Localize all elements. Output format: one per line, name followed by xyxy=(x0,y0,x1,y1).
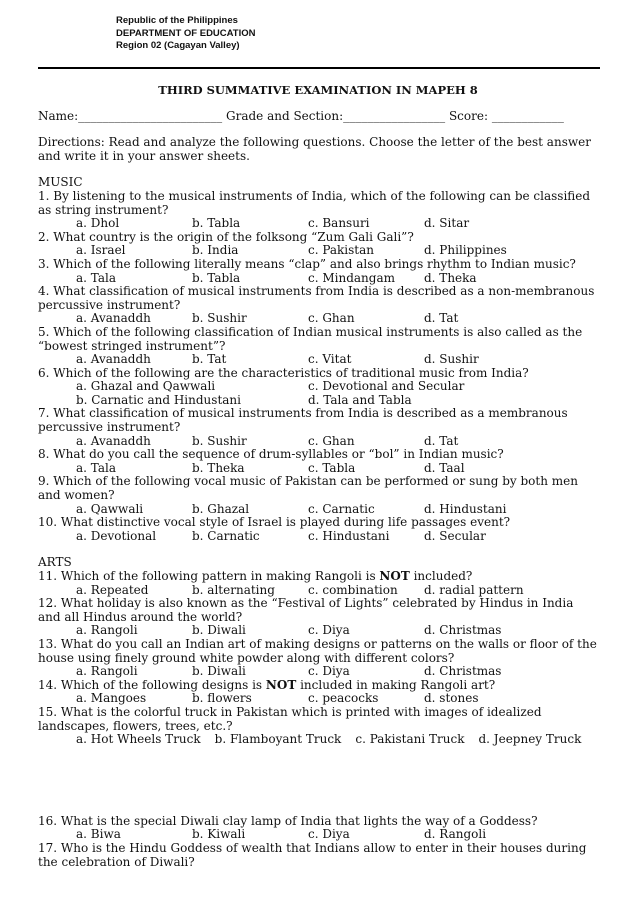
option: b. Flamboyant Truck xyxy=(214,732,342,747)
section-gap xyxy=(38,543,598,556)
option: b. Sushir xyxy=(192,311,247,326)
options-row xyxy=(38,828,598,842)
blank-gap xyxy=(38,747,598,815)
option: c. Bansuri xyxy=(308,216,370,231)
question-text: included? xyxy=(409,569,473,583)
option: a. Qawwali xyxy=(76,501,144,516)
header-divider xyxy=(38,67,600,69)
options-row xyxy=(38,380,598,394)
exam-title: THIRD SUMMATIVE EXAMINATION IN MAPEH 8 xyxy=(158,83,478,97)
question: 10. What distinctive vocal style of Israel is played during life passages event? xyxy=(38,515,511,530)
option: d. Secular xyxy=(424,528,486,543)
option: c. Pakistani Truck xyxy=(355,732,465,747)
option: a. Devotional xyxy=(76,528,157,543)
option: d. Sushir xyxy=(424,352,479,367)
question: 9. Which of the following vocal music of Pakistan can be performed or sung by both men and women? xyxy=(38,474,578,503)
question-text: 11. Which of the following pattern in making Rangoli is xyxy=(38,569,380,583)
question-text: included in making Rangoli art? xyxy=(296,677,496,692)
option: c. Devotional and Secular xyxy=(308,379,465,394)
option: d. radial pattern xyxy=(424,582,524,597)
option: d. Hindustani xyxy=(424,501,507,516)
options-row xyxy=(38,394,598,408)
question: 4. What classification of musical instruments from India is described as a non-membranous percussive instrument? xyxy=(38,284,595,312)
option: b. Carnatic xyxy=(192,528,260,543)
options-row xyxy=(38,665,598,679)
option: b. Theka xyxy=(192,460,245,475)
options-row xyxy=(38,435,598,449)
question: 6. Which of the following are the characteristics of traditional music from India? xyxy=(38,365,529,380)
option: c. peacocks xyxy=(308,691,379,706)
options-row xyxy=(38,312,598,326)
question: 17. Who is the Hindu Goddess of wealth that Indians allow to enter in their houses during the celebration of Diwali? xyxy=(38,840,587,869)
option: a. Rangoli xyxy=(76,664,138,679)
option: c. Carnatic xyxy=(308,501,375,516)
option: b. Tabla xyxy=(192,216,241,231)
options-row xyxy=(38,624,598,638)
options-row xyxy=(38,244,598,258)
options-row xyxy=(38,503,598,517)
option: a. Tala xyxy=(76,270,117,285)
options-row xyxy=(38,353,598,367)
option: b. Sushir xyxy=(192,433,247,448)
question: 16. What is the special Diwali clay lamp of India that lights the way of a Goddess? xyxy=(38,813,538,828)
option: d. Sitar xyxy=(424,216,470,231)
emphasis-not: NOT xyxy=(265,677,297,692)
option: d. Christmas xyxy=(424,623,502,638)
option: b. Kiwali xyxy=(192,827,246,842)
student-info-line: Name:________________________ Grade and Section:_________________ Score: ____________ xyxy=(38,108,564,123)
option: d. Theka xyxy=(424,270,477,285)
option: a. Mangoes xyxy=(76,691,147,706)
option: d. stones xyxy=(424,691,479,706)
directions: Directions: Read and analyze the following questions. Choose the letter of the best answer and write it in your answer sheets. xyxy=(38,135,591,163)
section-arts: ARTS xyxy=(38,555,72,570)
option: c. Ghan xyxy=(308,311,355,326)
question: 5. Which of the following classification of Indian musical instruments is also called as the “bowest stringed instrument”? xyxy=(38,324,583,353)
option: d. Tala and Tabla xyxy=(308,392,412,407)
option: b. Carnatic and Hindustani xyxy=(76,392,241,407)
option: c. combination xyxy=(308,582,398,597)
option: c. Diya xyxy=(308,827,350,842)
question: 12. What holiday is also known as the “Festival of Lights” celebrated by Hindus in India and all Hindus around the world? xyxy=(38,596,574,624)
option: b. Ghazal xyxy=(192,501,250,516)
question xyxy=(38,570,598,584)
option: a. Avanaddh xyxy=(76,433,151,448)
options-row xyxy=(38,462,598,476)
option: a. Israel xyxy=(76,243,126,258)
option: a. Avanaddh xyxy=(76,311,151,326)
option: b. Diwali xyxy=(192,664,246,679)
letterhead xyxy=(116,15,256,53)
options-row xyxy=(38,733,598,747)
options-row xyxy=(38,692,598,706)
options-row xyxy=(38,217,598,231)
option: c. Vitat xyxy=(308,352,352,367)
question: 8. What do you call the sequence of drum-syllables or “bol” in Indian music? xyxy=(38,447,504,462)
option: b. India xyxy=(192,243,239,258)
option: d. Tat xyxy=(424,433,459,448)
letterhead-region: Region 02 (Cagayan Valley) xyxy=(116,40,240,51)
option: a. Rangoli xyxy=(76,623,138,638)
options-row xyxy=(38,272,598,286)
option: c. Diya xyxy=(308,664,350,679)
option: c. Tabla xyxy=(308,460,356,475)
option: a. Hot Wheels Truck xyxy=(76,732,201,747)
option: d. Tat xyxy=(424,311,459,326)
question: 3. Which of the following literally means “clap” and also brings rhythm to Indian music? xyxy=(38,256,576,271)
letterhead-department: DEPARTMENT OF EDUCATION xyxy=(116,27,256,39)
option: c. Diya xyxy=(308,623,350,638)
question: 2. What country is the origin of the folksong “Zum Gali Gali”? xyxy=(38,229,414,244)
option: d. Rangoli xyxy=(424,827,487,842)
option: c. Pakistan xyxy=(308,243,375,258)
option: d. Philippines xyxy=(424,243,507,258)
option: b. alternating xyxy=(192,582,275,597)
option: a. Tala xyxy=(76,460,117,475)
option: d. Taal xyxy=(424,460,465,475)
option: c. Ghan xyxy=(308,433,355,448)
option: b. Diwali xyxy=(192,623,246,638)
option: c. Hindustani xyxy=(308,528,390,543)
option: a. Ghazal and Qawwali xyxy=(76,379,216,394)
options-row xyxy=(38,584,598,598)
option: b. Tat xyxy=(192,352,227,367)
option: b. Tabla xyxy=(192,270,241,285)
question: 7. What classification of musical instruments from India is described as a membranous percussive instrument? xyxy=(38,406,568,435)
question: 1. By listening to the musical instruments of India, which of the following can be classified as string instrument? xyxy=(38,188,591,217)
option: a. Repeated xyxy=(76,582,149,597)
option: b. flowers xyxy=(192,691,252,706)
section-music: MUSIC xyxy=(38,175,83,190)
letterhead-country: Republic of the Philippines xyxy=(116,15,238,26)
question xyxy=(38,679,598,693)
emphasis-not: NOT xyxy=(379,569,410,583)
option: a. Avanaddh xyxy=(76,352,151,367)
exam-body xyxy=(38,84,598,869)
question: 15. What is the colorful truck in Pakistan which is printed with images of idealized landscapes, flowers, trees, etc.? xyxy=(38,704,542,733)
option: c. Mindangam xyxy=(308,270,395,285)
option: a. Dhol xyxy=(76,216,120,231)
option: a. Biwa xyxy=(76,827,121,842)
option: d. Jeepney Truck xyxy=(478,732,582,747)
options-row xyxy=(38,530,598,544)
question-text: 14. Which of the following designs is xyxy=(38,677,266,692)
option: d. Christmas xyxy=(424,664,502,679)
question: 13. What do you call an Indian art of making designs or patterns on the walls or floor of the house using finely ground white powder along with different colors? xyxy=(38,636,597,665)
